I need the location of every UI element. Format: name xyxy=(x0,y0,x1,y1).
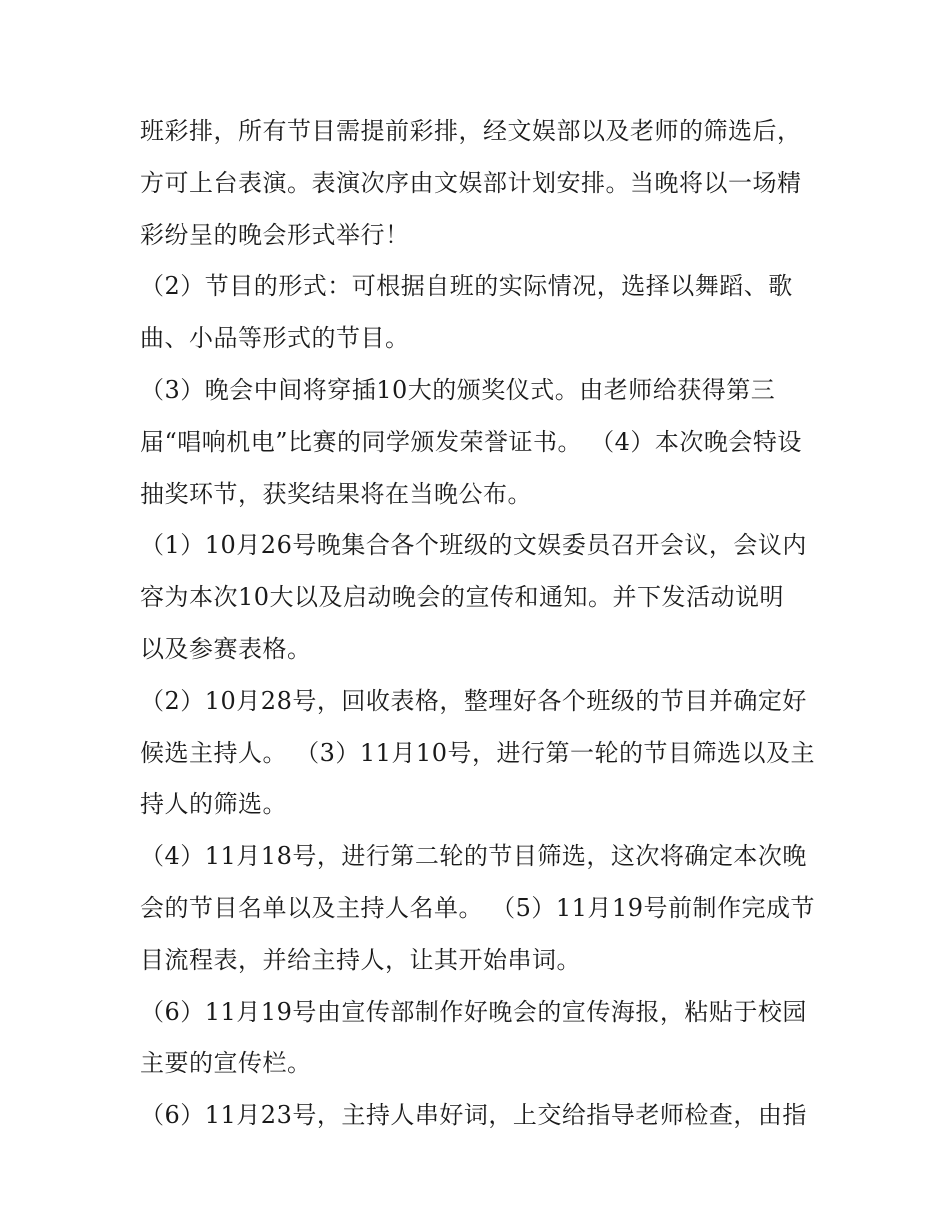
text-line: 曲、小品等形式的节目。 xyxy=(140,324,410,353)
text-line: 容为本次10大以及启动晚会的宣传和通知。并下发活动说明 xyxy=(140,583,785,612)
text-line: 会的节目名单以及主持人名单。 （5）11月19号前制作完成节 xyxy=(140,893,815,922)
text-line: （2）10月28号，回收表格，整理好各个班级的节目并确定好 xyxy=(140,686,807,715)
text-line: 届“唱响机电”比赛的同学颁发荣誉证书。 （4）本次晚会特设 xyxy=(140,427,802,456)
text-line: （6）11月23号，主持人串好词，上交给指导老师检查，由指 xyxy=(140,1101,807,1130)
text-line: （2）节目的形式：可根据自班的实际情况，选择以舞蹈、歌 xyxy=(140,272,793,301)
text-line: 目流程表，并给主持人，让其开始串词。 xyxy=(140,945,581,974)
text-line: 持人的筛选。 xyxy=(140,790,287,819)
text-line: （3）晚会中间将穿插10大的颁奖仪式。由老师给获得第三 xyxy=(140,375,776,404)
text-line: 彩纷呈的晚会形式举行！ xyxy=(140,220,410,249)
text-line: 班彩排，所有节目需提前彩排，经文娱部以及老师的筛选后， xyxy=(140,117,802,145)
text-line: 主要的宣传栏。 xyxy=(140,1049,312,1078)
text-line: 以及参赛表格。 xyxy=(140,634,312,663)
text-line: （4）11月18号，进行第二轮的节目筛选，这次将确定本次晚 xyxy=(140,842,807,871)
document-text-body xyxy=(140,106,820,1142)
text-line: （6）11月19号由宣传部制作好晚会的宣传海报，粘贴于校园 xyxy=(140,997,807,1026)
text-line: 候选主持人。 （3）11月10号，进行第一轮的节目筛选以及主 xyxy=(140,738,815,767)
text-line: 方可上台表演。表演次序由文娱部计划安排。当晚将以一场精 xyxy=(140,168,802,197)
text-line: 抽奖环节，获奖结果将在当晚公布。 xyxy=(140,479,532,508)
text-line: （1）10月26号晚集合各个班级的文娱委员召开会议，会议内 xyxy=(140,531,807,560)
